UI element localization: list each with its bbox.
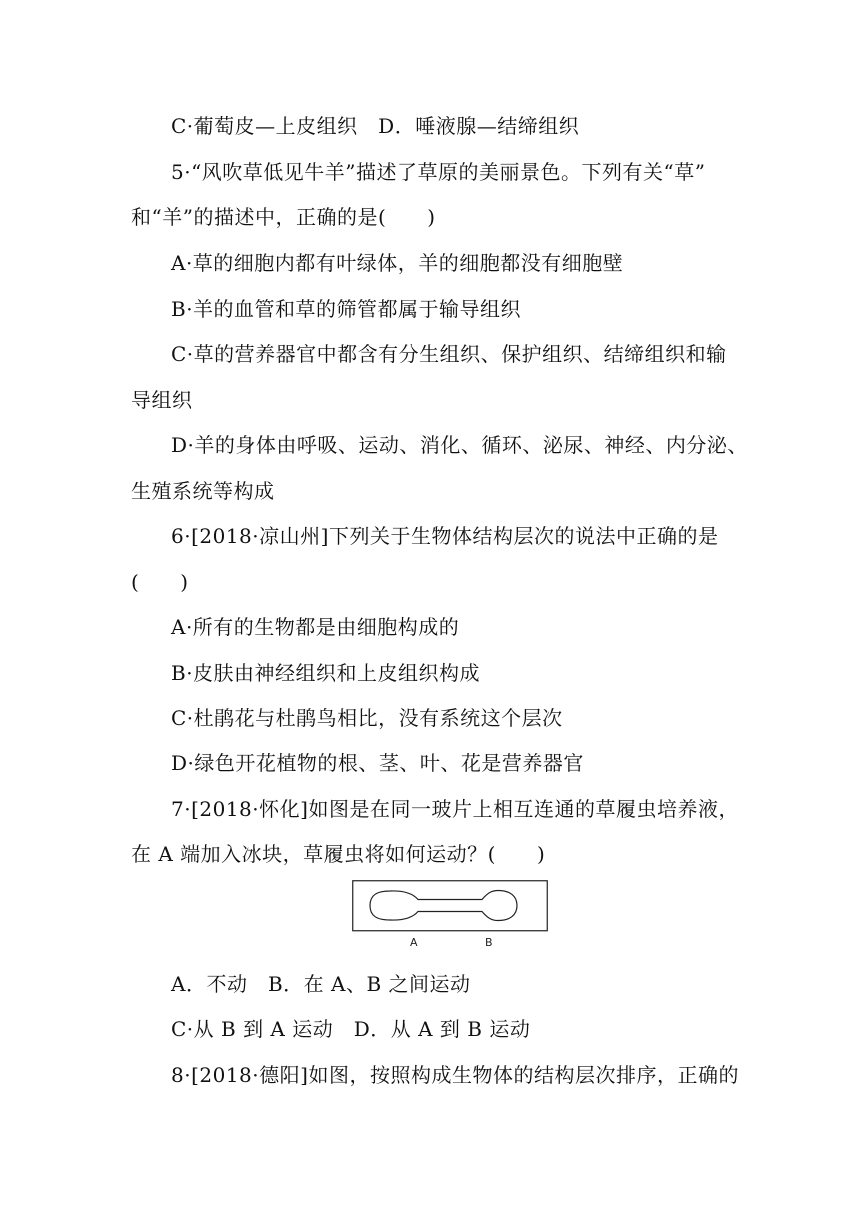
q5-option-a: A·草的细胞内都有叶绿体，羊的细胞都没有细胞壁 [171, 251, 624, 275]
option-c-q4: C·葡萄皮—上皮组织 D．唾液腺—结缔组织 [171, 114, 580, 138]
q6-option-c: C·杜鹃花与杜鹃鸟相比，没有系统这个层次 [171, 706, 563, 730]
q6-option-d: D·绿色开花植物的根、茎、叶、花是营养器官 [171, 751, 584, 775]
label-b: B [485, 936, 493, 949]
slide-diagram [352, 880, 548, 932]
q5-option-c-cont: 导组织 [131, 388, 193, 412]
q5-option-d: D·羊的身体由呼吸、运动、消化、循环、泌尿、神经、内分泌、 [171, 433, 748, 457]
q6-option-a: A·所有的生物都是由细胞构成的 [171, 615, 460, 639]
q5-option-b: B·羊的血管和草的筛管都属于输导组织 [171, 297, 522, 321]
question-5-stem: 5·“风吹草低见牛羊”描述了草原的美丽景色。下列有关“草” [171, 160, 706, 184]
question-6-stem-cont: ( ) [131, 570, 189, 594]
q7-options-cd: C·从 B 到 A 运动 D．从 A 到 B 运动 [171, 1017, 531, 1041]
q7-options-ab: A．不动 B．在 A、B 之间运动 [171, 972, 471, 996]
slide-figure [352, 880, 548, 950]
q5-option-c: C·草的营养器官中都含有分生组织、保护组织、结缔组织和输 [171, 342, 727, 366]
question-7-stem: 7·[2018·怀化]如图是在同一玻片上相互连通的草履虫培养液， [171, 797, 739, 821]
question-8-stem: 8·[2018·德阳]如图，按照构成生物体的结构层次排序，正确的 [171, 1063, 739, 1087]
glass-slide-outline [353, 881, 548, 931]
question-5-stem-cont: 和“羊”的描述中，正确的是( ) [131, 205, 436, 229]
question-7-stem-cont: 在 A 端加入冰块，草履虫将如何运动？( ) [131, 842, 546, 866]
q6-option-b: B·皮肤由神经组织和上皮组织构成 [171, 661, 481, 685]
culture-drops-channel [370, 891, 517, 921]
q5-option-d-cont: 生殖系统等构成 [131, 479, 275, 503]
label-a: A [410, 936, 418, 949]
question-6-stem: 6·[2018·凉山州]下列关于生物体结构层次的说法中正确的是 [171, 524, 719, 548]
